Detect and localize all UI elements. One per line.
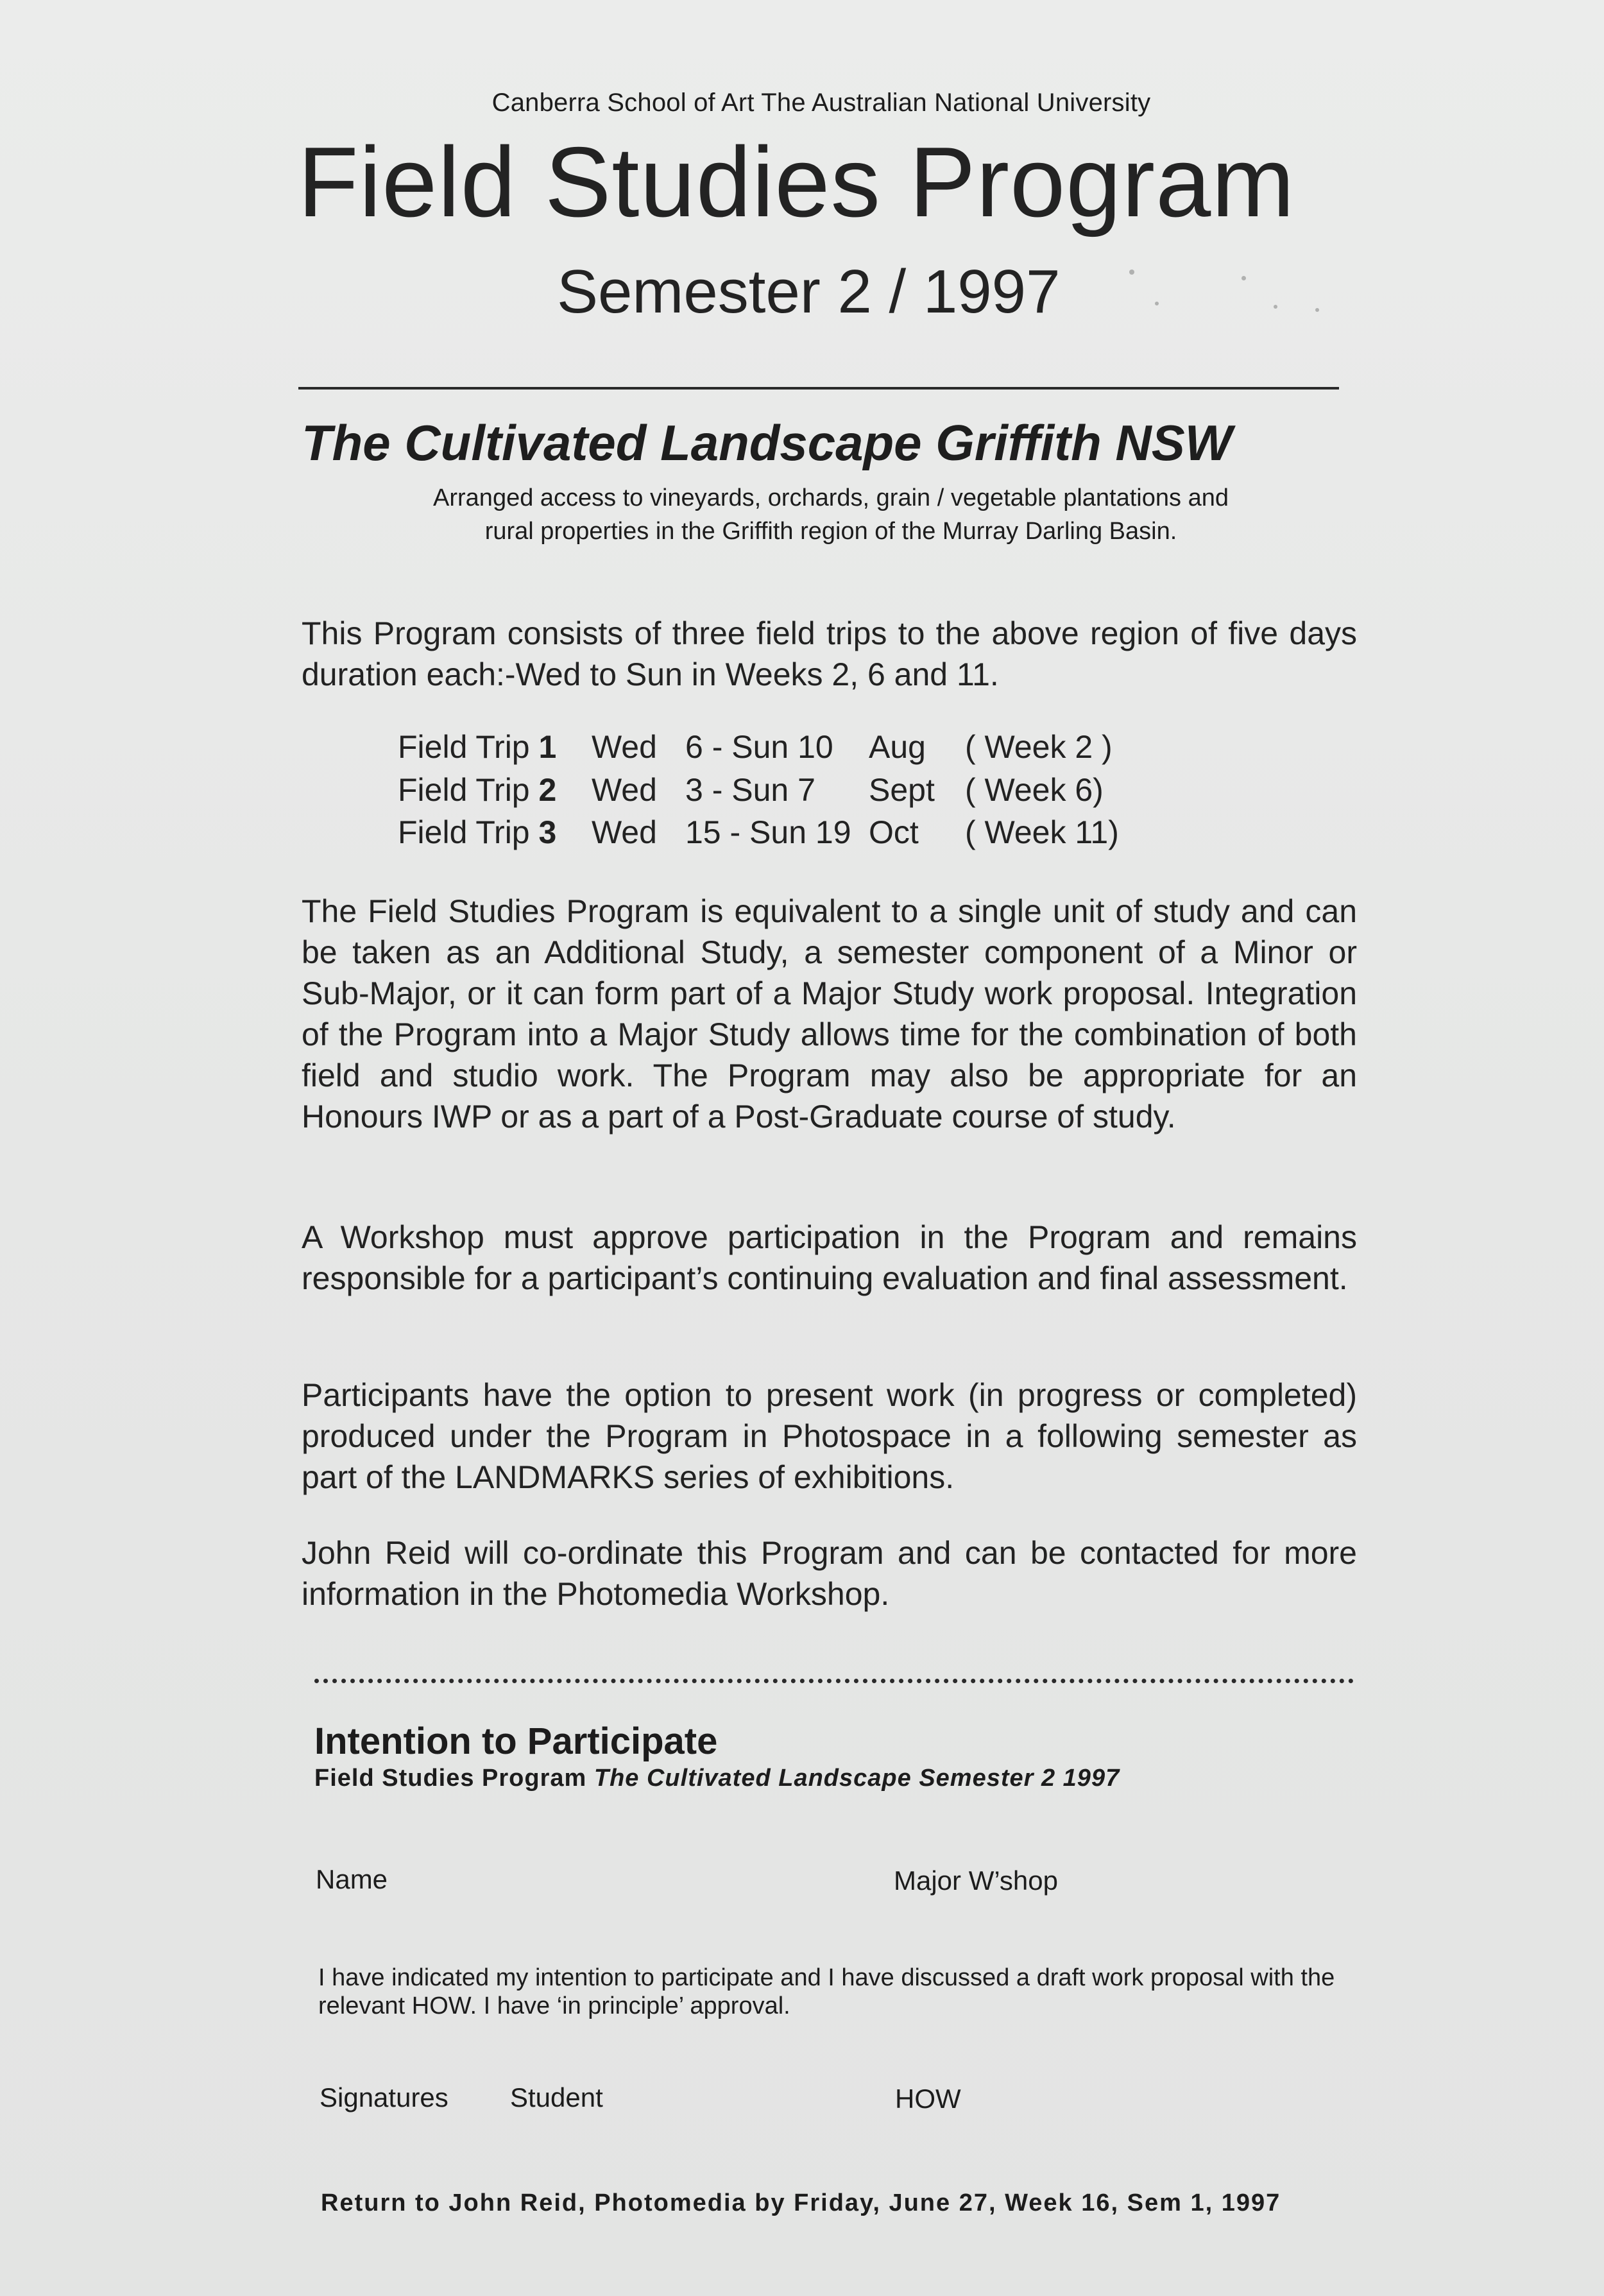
trip-label: Field Trip 1 (398, 729, 557, 765)
print-speckle (1241, 276, 1246, 280)
student-signature-label: Student (510, 2082, 603, 2112)
trip-week: ( Week 2 ) (965, 729, 1113, 765)
header-rule (298, 387, 1339, 390)
intro-paragraph: This Program consists of three field trips to the above region of five days duration each:-Wed to Sun in Weeks 2, 6 and 11. (302, 615, 1357, 692)
major-workshop-field-label: Major W’shop (894, 1865, 1058, 1896)
print-speckle (1274, 305, 1277, 309)
print-speckle (1129, 270, 1134, 275)
trip-dates: 3 - Sun 7 (685, 772, 815, 808)
name-field-label: Name (316, 1864, 388, 1894)
form-title: Intention to Participate (314, 1720, 718, 1762)
trip-label: Field Trip 2 (398, 772, 557, 808)
trip-month: Oct (869, 814, 919, 850)
body-paragraph: John Reid will co-ordinate this Program and can be contacted for more information in the Photomedia Workshop. (302, 1535, 1357, 1612)
form-subtitle (314, 1765, 1120, 1792)
trip-day: Wed (592, 729, 657, 765)
semester-heading: Semester 2 / 1997 (557, 257, 1061, 326)
trip-label: Field Trip 3 (398, 814, 557, 850)
course-title: The Cultivated Landscape Griffith NSW (302, 415, 1233, 471)
trip-month: Sept (869, 772, 935, 808)
form-subtitle-course: The Cultivated Landscape Semester 2 1997 (593, 1765, 1120, 1792)
body-paragraph: Participants have the option to present work (in progress or completed) produced under the Program in Photospace in a following semester as part of the LANDMARKS series of exhibitions. (302, 1377, 1357, 1495)
course-description-line: rural properties in the Griffith region of the Murray Darling Basin. (484, 518, 1177, 545)
trip-month: Aug (869, 729, 926, 765)
institution-line: Canberra School of Art The Australian National University (491, 89, 1151, 117)
print-speckle (1155, 302, 1159, 305)
print-speckle (1315, 308, 1319, 312)
trip-day: Wed (592, 814, 657, 850)
trip-dates: 6 - Sun 10 (685, 729, 833, 765)
trip-week: ( Week 6) (965, 772, 1104, 808)
body-paragraph: The Field Studies Program is equivalent to a single unit of study and can be taken as an Additional Study, a semester component of a Minor or Sub-Major, or it can form part of a Major Study work proposal. Integration of the Program into a Major Study allows time for the combination of both field and studio work. The Program may also be appropriate for an Honours IWP or as a part of a Post-Graduate course of study. (302, 893, 1357, 1135)
page-title: Field Studies Program (298, 126, 1295, 237)
return-instructions: Return to John Reid, Photomedia by Friday, June 27, Week 16, Sem 1, 1997 (321, 2189, 1281, 2216)
how-signature-label: HOW (895, 2084, 961, 2114)
body-paragraph: A Workshop must approve participation in the Program and remains responsible for a participant’s continuing evaluation and final assessment. (302, 1219, 1357, 1296)
trip-day: Wed (592, 772, 657, 808)
form-subtitle-program: Field Studies Program (314, 1765, 587, 1792)
signatures-label: Signatures (320, 2082, 448, 2112)
declaration-text: I have indicated my intention to participate and I have discussed a draft work proposal with the relevant HOW. I have ‘in principle’ approval. (318, 1964, 1335, 2019)
trip-week: ( Week 11) (965, 814, 1119, 850)
tear-off-divider (314, 1679, 1354, 1683)
trip-dates: 15 - Sun 19 (685, 814, 851, 850)
course-description-line: Arranged access to vineyards, orchards, grain / vegetable plantations and (433, 484, 1229, 511)
course-description (0, 481, 1604, 548)
